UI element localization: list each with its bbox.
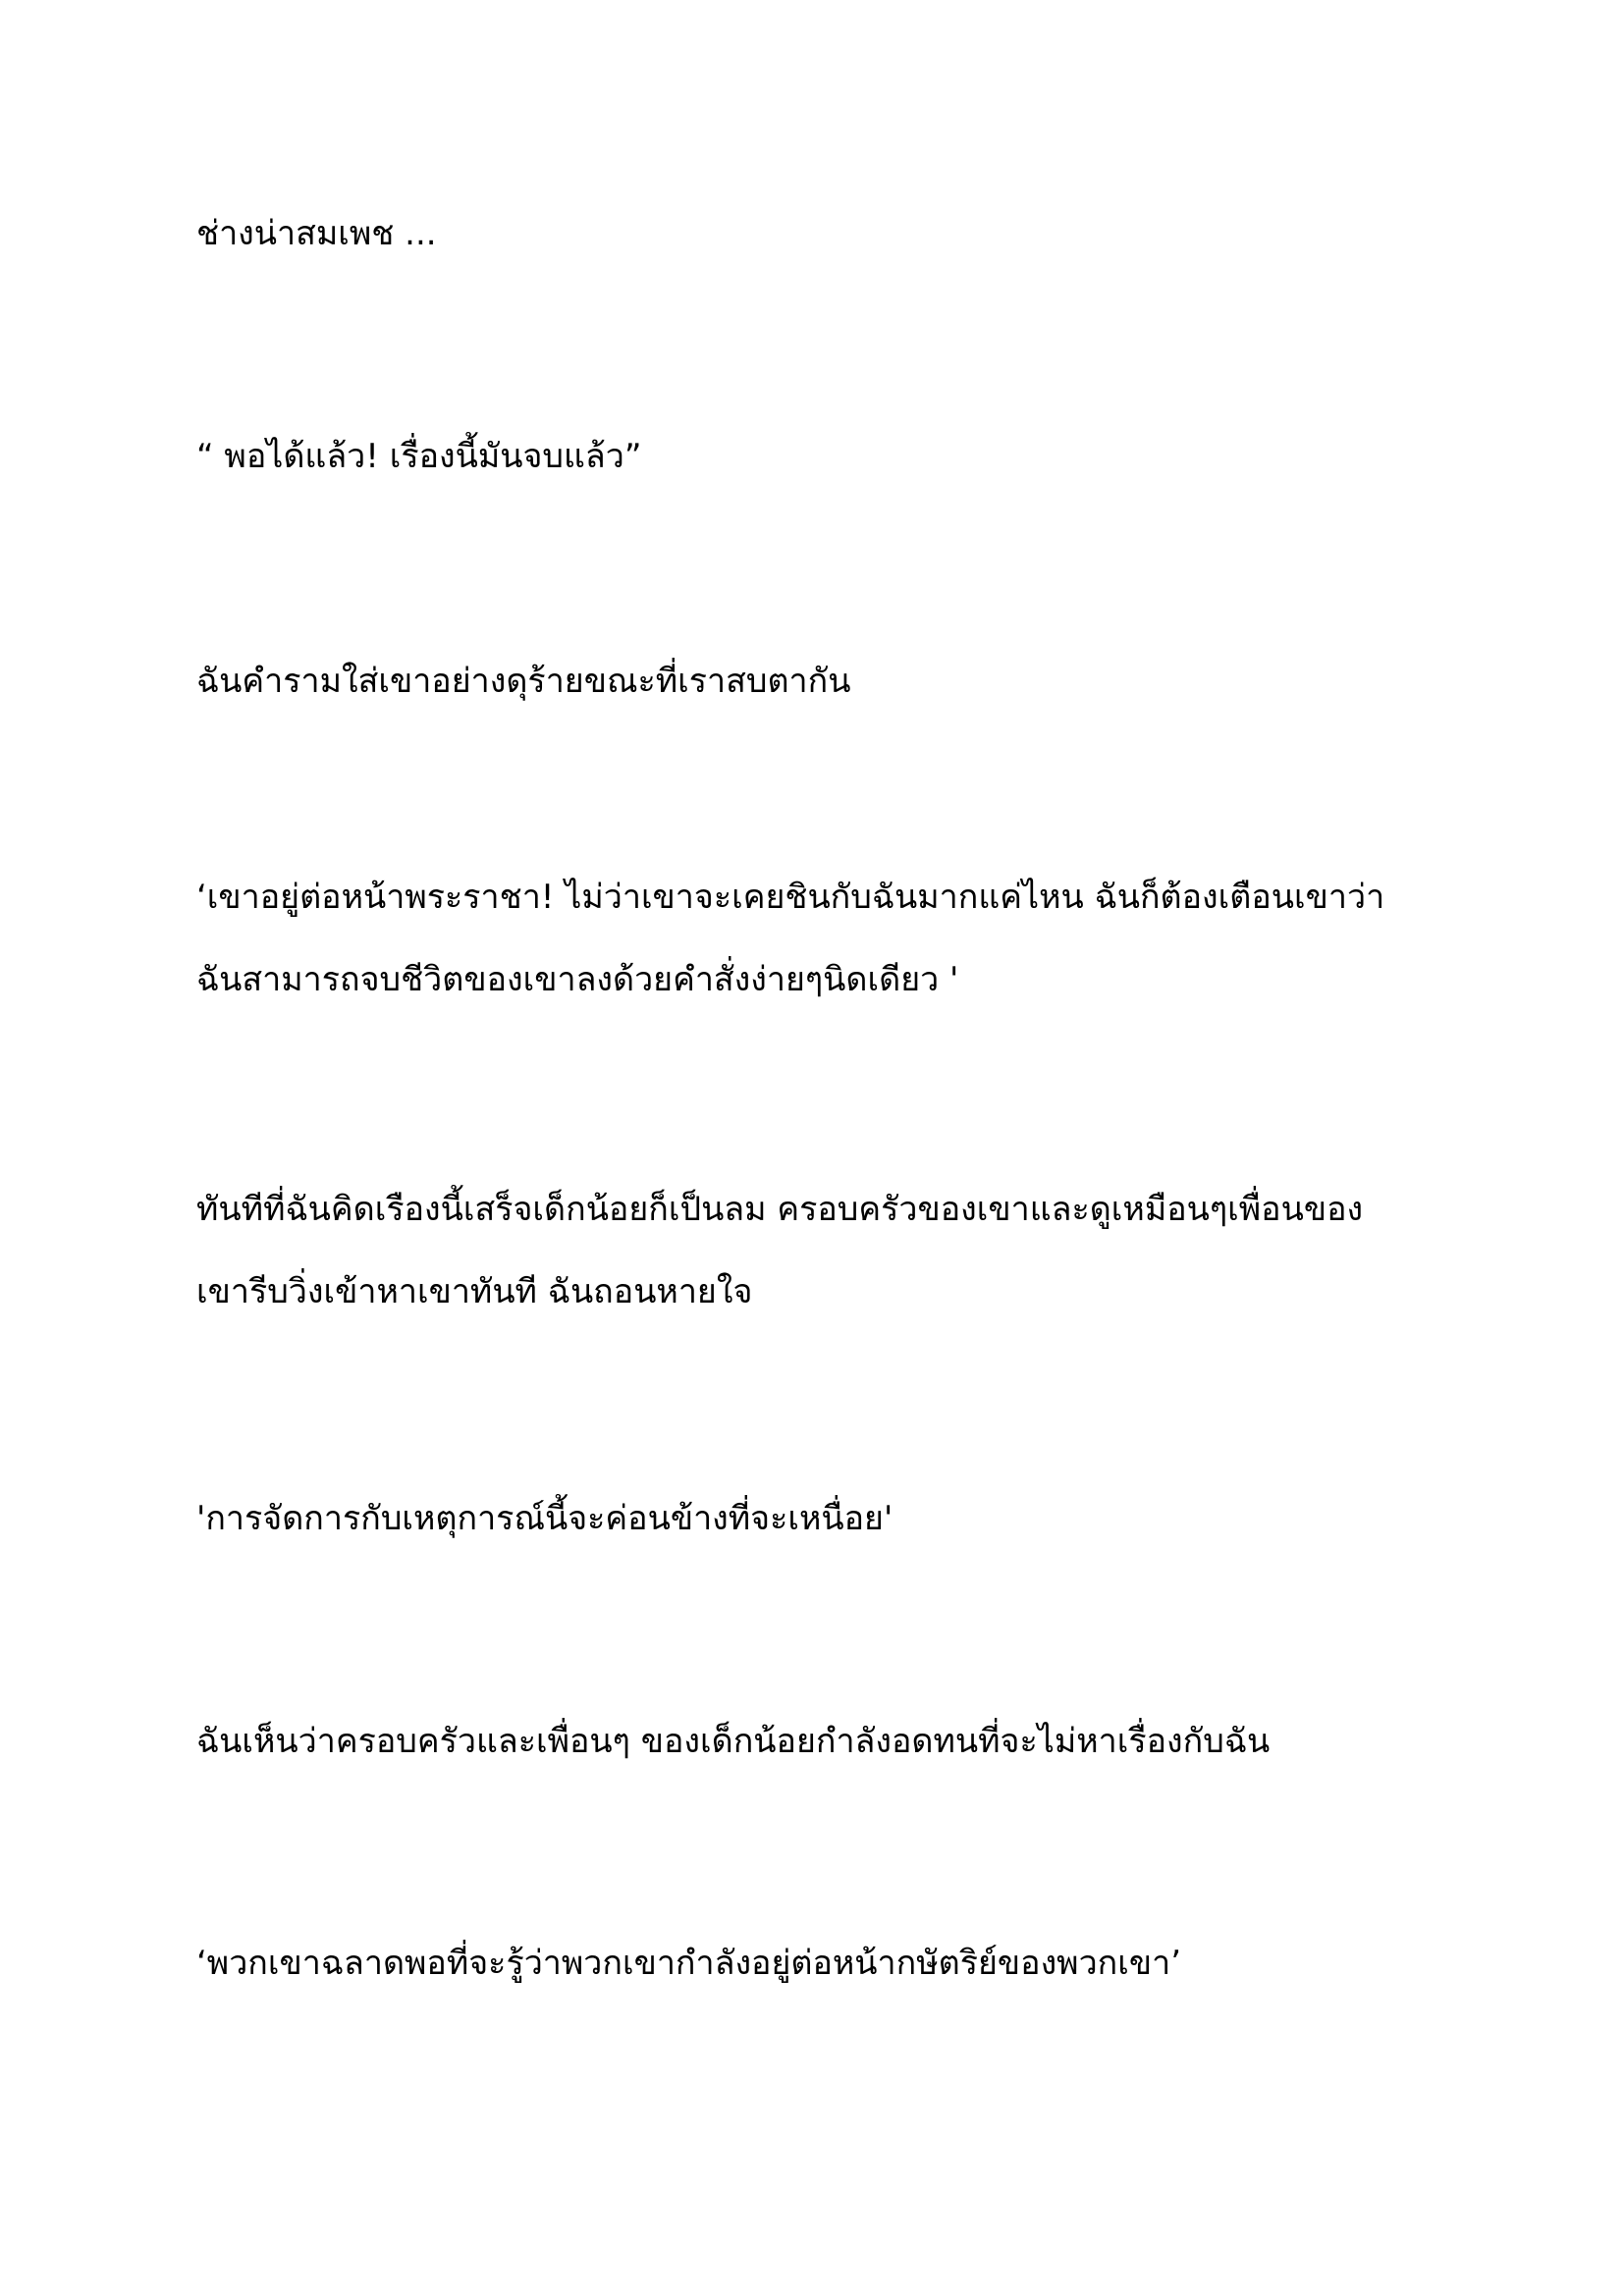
paragraph-4 — [196, 856, 1434, 1021]
paragraph-line: ฉันสามารถจบชีวิตของเขาลงด้วยคำสั่งง่ายๆนิดเดียว ' — [196, 960, 959, 999]
paragraph-3 — [196, 640, 1434, 722]
paragraph-line: “ พอได้แล้ว! เรื่องนี้มันจบแล้ว” — [196, 437, 642, 476]
paragraph-line: เขารีบวิ่งเข้าหาเขาทันที ฉันถอนหายใจ — [196, 1272, 753, 1311]
paragraph-line: ฉันคำรามใส่เขาอย่างดุร้ายขณะที่เราสบตากัน — [196, 662, 851, 701]
paragraph-5 — [196, 1168, 1434, 1333]
paragraph-line: ‘เขาอยู่ต่อหน้าพระราชา! ไม่ว่าเขาจะเคยชินกับฉันมากแค่ไหน ฉันก็ต้องเตือนเขาว่า — [196, 878, 1385, 917]
paragraph-line: ทันทีที่ฉันคิดเรืองนี้เสร็จเด็กน้อยก็เป็นลม ครอบครัวของเขาและดูเหมือนๆเพื่อนของ — [196, 1190, 1364, 1229]
paragraph-7 — [196, 1700, 1434, 1783]
paragraph-2 — [196, 415, 1434, 498]
paragraph-line: ช่างน่าสมเพช ... — [196, 214, 437, 253]
paragraph-8 — [196, 1922, 1434, 2004]
paragraph-line: ‘พวกเขาฉลาดพอที่จะรู้ว่าพวกเขากำลังอยู่ต่อหน้ากษัตริย์ของพวกเขา’ — [196, 1944, 1182, 1983]
paragraph-1 — [196, 192, 1434, 275]
paragraph-line: 'การจัดการกับเหตุการณ์นี้จะค่อนข้างที่จะเหนื่อย' — [196, 1499, 893, 1538]
paragraph-6 — [196, 1477, 1434, 1560]
paragraph-line: ฉันเห็นว่าครอบครัวและเพื่อนๆ ของเด็กน้อยกำลังอดทนที่จะไม่หาเรื่องกับฉัน — [196, 1722, 1271, 1761]
